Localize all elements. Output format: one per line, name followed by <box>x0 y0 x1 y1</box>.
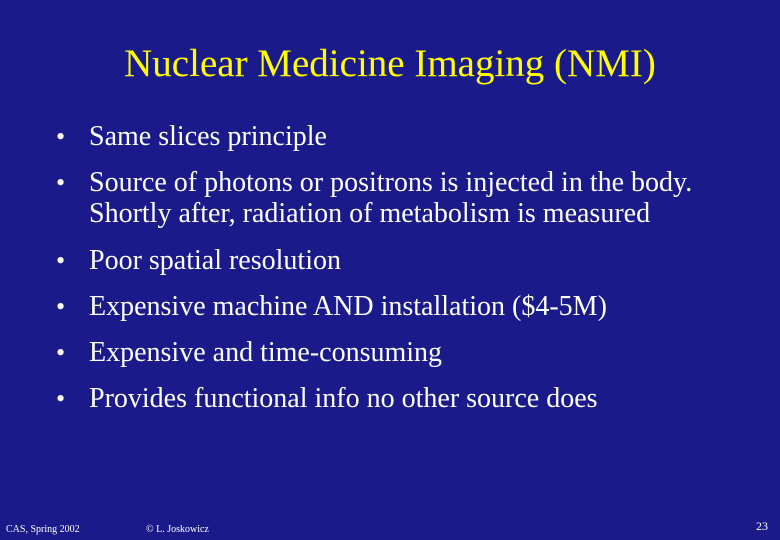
footer-copyright: © L. Joskowicz <box>146 524 209 535</box>
bullet-icon: • <box>56 292 66 321</box>
slide-number: 23 <box>756 519 768 533</box>
bullet-item <box>50 121 750 152</box>
bullet-icon: • <box>56 384 66 413</box>
bullet-text: Same slices principle <box>89 121 327 152</box>
bullet-item <box>50 337 750 368</box>
bullet-list <box>50 121 750 429</box>
bullet-item <box>50 383 750 414</box>
footer-course: CAS, Spring 2002 <box>6 524 80 535</box>
bullet-text: Expensive and time-consuming <box>89 337 443 368</box>
bullet-text: Provides functional info no other source does <box>89 383 598 414</box>
bullet-icon: • <box>56 122 66 151</box>
slide-title: Nuclear Medicine Imaging (NMI) <box>124 42 656 85</box>
bullet-item <box>50 245 750 276</box>
bullet-icon: • <box>56 246 66 275</box>
bullet-icon: • <box>56 168 66 197</box>
bullet-text: Poor spatial resolution <box>89 245 341 276</box>
bullet-item <box>50 167 750 229</box>
bullet-text: Expensive machine AND installation ($4-5M) <box>89 291 607 322</box>
bullet-icon: • <box>56 338 66 367</box>
bullet-item <box>50 291 750 322</box>
bullet-text: Source of photons or positrons is injected in the body. Shortly after, radiation of metabolism is measured <box>89 167 693 229</box>
